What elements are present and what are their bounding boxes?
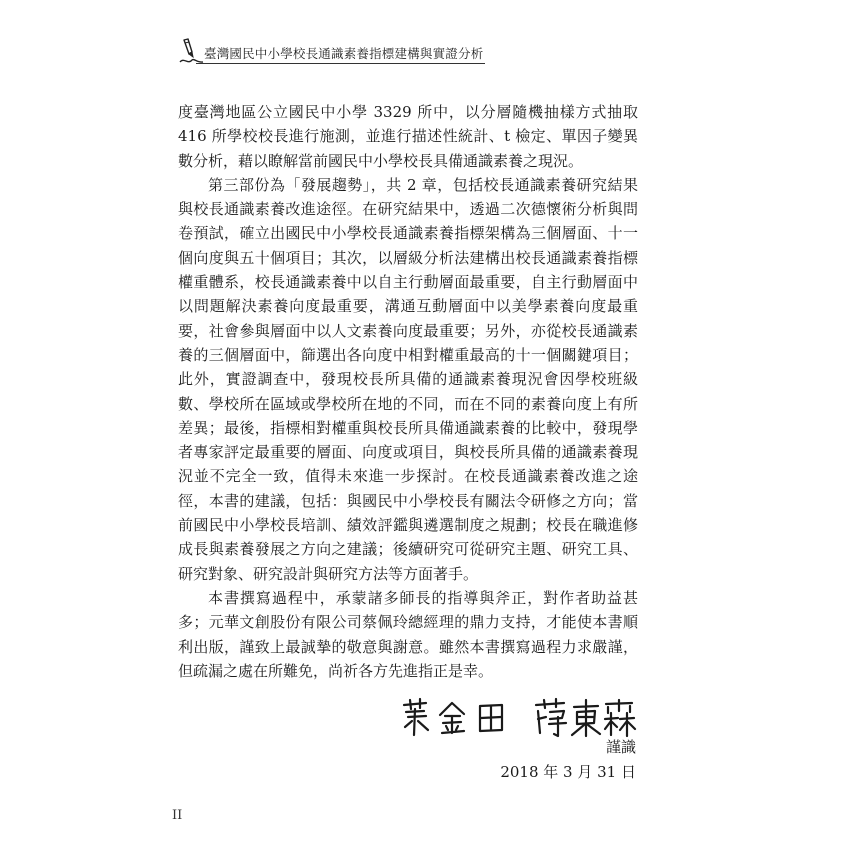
header-rule (196, 63, 485, 64)
date: 2018 年 3 月 31 日 (500, 763, 636, 781)
signature-image (398, 697, 638, 739)
page-number: II (172, 808, 183, 823)
pen-icon (178, 38, 204, 66)
paragraph: 度臺灣地區公立國民中小學 3329 所中，以分層隨機抽樣方式抽取 416 所學校校長進行施測，並進行描述性統計、t 檢定、單因子變異數分析，藉以瞭解當前國民中小學校長具備通識素養之現況。 (178, 103, 638, 170)
header-title: 臺灣國民中小學校長通識素養指標建構與實證分析 (204, 46, 484, 61)
running-header (178, 38, 483, 66)
paragraph: 本書撰寫過程中，承蒙諸多師長的指導與斧正，對作者助益甚多；元華文創股份有限公司蔡佩玲總經理的鼎力支持，才能使本書順利出版，謹致上最誠摯的敬意與謝意。雖然本書撰寫過程力求嚴謹，但疏漏之處在所難免，尚祈各方先進指正是幸。 (178, 588, 638, 680)
paragraph: 第三部份為「發展趨勢」，共 2 章，包括校長通識素養研究結果與校長通識素養改進途徑。在研究結果中，透過二次德懷術分析與問卷預試，確立出國民中小學校長通識素養指標架構為三個層面、十一個向度與五十個項目；其次，以層級分析法建構出校長通識素養指標權重體系，校長通識素養中以自主行動層面最重要，自主行動層面中以問題解決素養向度最重要，溝通互動層面中以美學素養向度最重要，社會參與層面中以人文素養向度最重要；另外，亦從校長通識素養的三個層面中，篩選出各向度中相對權重最高的十一個關鍵項目；此外，實證調查中，發現校長所具備的通識素養現況會因學校班級數、學校所在區域或學校所在地的不同，而在不同的素養向度上有所差異；最後，指標相對權重與校長所具備通識素養的比較中，發現學者專家評定最重要的層面、向度或項目，與校長所具備的通識素養現況並不完全一致，值得未來進一步探討。在校長通識素養改進之途徑，本書的建議，包括：與國民中小學校長有關法令研修之方向；當前國民中小學校長培訓、績效評鑑與遴選制度之規劃；校長在職進修成長與素養發展之方向之建議；後續研究可從研究主題、研究工具、研究對象、研究設計與研究方法等方面著手。 (178, 175, 638, 583)
respectfully-note: 謹識 (605, 738, 636, 756)
body-text (178, 100, 638, 683)
handwritten-signature (398, 697, 638, 739)
